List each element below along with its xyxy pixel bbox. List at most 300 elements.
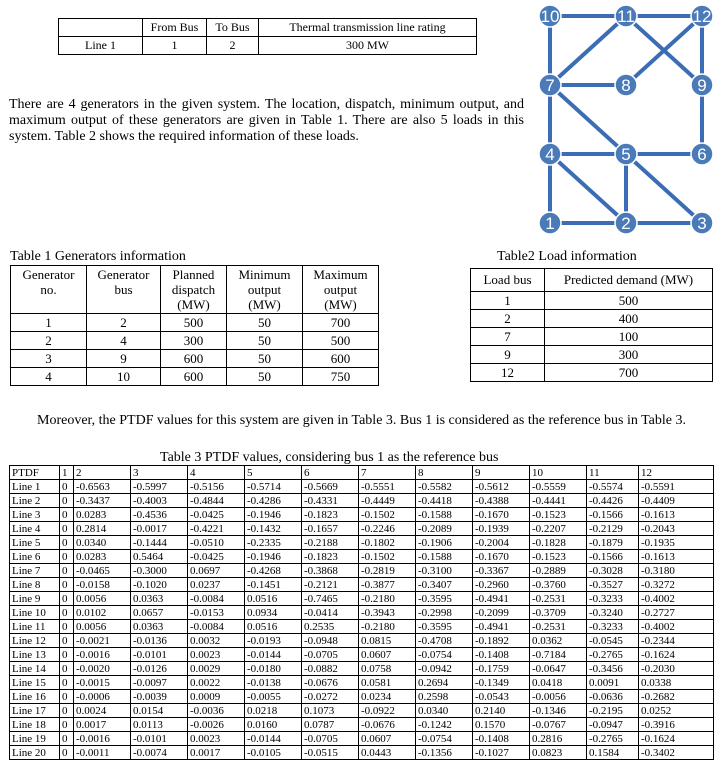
load-table-row xyxy=(471,364,713,382)
node-label: 2 xyxy=(621,214,631,233)
ptdf-table-cell: -0.2195 xyxy=(587,704,639,718)
ptdf-table-cell: -0.4536 xyxy=(131,508,188,522)
ptdf-table-cell: 0 xyxy=(60,606,74,620)
ptdf-table-cell: -0.2765 xyxy=(587,732,639,746)
ptdf-table-cell: 0.0283 xyxy=(74,550,131,564)
ptdf-table-cell: -0.1020 xyxy=(131,578,188,592)
load-table-cell: 12 xyxy=(471,364,545,382)
ptdf-table-cell: -0.2043 xyxy=(639,522,714,536)
ptdf-table-cell: 0.0340 xyxy=(416,704,473,718)
ptdf-table-cell: -0.0754 xyxy=(416,732,473,746)
ptdf-table-cell: 0.0340 xyxy=(74,536,131,550)
table1-caption: Table 1 Generators information xyxy=(10,249,186,264)
ptdf-table-cell: 0.0443 xyxy=(359,746,416,760)
ptdf-table-row xyxy=(10,732,714,746)
ptdf-table-cell: -0.2099 xyxy=(473,606,530,620)
ptdf-table-cell: -0.5582 xyxy=(416,480,473,494)
ptdf-table-cell: 0 xyxy=(60,662,74,676)
ptdf-table-cell: -0.2765 xyxy=(587,648,639,662)
ptdf-table-cell: 0 xyxy=(60,536,74,550)
ptdf-table-cell: -0.0180 xyxy=(245,662,302,676)
ptdf-table-cell: -0.1879 xyxy=(587,536,639,550)
ptdf-table-cell: -0.0056 xyxy=(530,690,587,704)
ptdf-table-cell: -0.3367 xyxy=(473,564,530,578)
ptdf-table-cell: -0.5559 xyxy=(530,480,587,494)
node-10 xyxy=(539,5,561,27)
ptdf-table-cell: -0.4003 xyxy=(131,494,188,508)
ptdf-table-cell: -0.2727 xyxy=(639,606,714,620)
ptdf-header-cell: 5 xyxy=(245,466,302,480)
ptdf-table-cell: Line 1 xyxy=(10,480,60,494)
ptdf-table-row xyxy=(10,578,714,592)
ptdf-table-cell: -0.0101 xyxy=(131,732,188,746)
node-3 xyxy=(691,212,713,234)
ptdf-table-cell: -0.0017 xyxy=(131,522,188,536)
ptdf-table-cell: -0.0636 xyxy=(587,690,639,704)
node-1 xyxy=(539,212,561,234)
ptdf-table-row xyxy=(10,676,714,690)
ptdf-table-cell: -0.1946 xyxy=(245,508,302,522)
ptdf-table-cell: 0 xyxy=(60,508,74,522)
table3-caption: Table 3 PTDF values, considering bus 1 as the reference bus xyxy=(160,450,499,465)
ptdf-table-cell: 0 xyxy=(60,480,74,494)
ptdf-table-cell: -0.3709 xyxy=(530,606,587,620)
ptdf-table-cell: -0.1588 xyxy=(416,550,473,564)
gen-header-dispatch: Planned dispatch (MW) xyxy=(161,266,227,314)
ptdf-table-cell: 0 xyxy=(60,494,74,508)
ptdf-table-cell: -0.1523 xyxy=(530,550,587,564)
ptdf-table-cell: -0.1408 xyxy=(473,732,530,746)
ptdf-table-cell: -0.3028 xyxy=(587,564,639,578)
ptdf-table-cell: -0.0020 xyxy=(74,662,131,676)
ptdf-table-cell: -0.2889 xyxy=(530,564,587,578)
ptdf-table-cell: -0.2998 xyxy=(416,606,473,620)
load-table-cell: 9 xyxy=(471,346,545,364)
ptdf-table-cell: -0.0105 xyxy=(245,746,302,760)
ptdf-table-cell: -0.1502 xyxy=(359,550,416,564)
node-11 xyxy=(615,5,637,27)
ptdf-table-cell: -0.1946 xyxy=(245,550,302,564)
ptdf-table-cell: 0.0237 xyxy=(188,578,245,592)
ptdf-table-cell: -0.0136 xyxy=(131,634,188,648)
gen-table-cell: 50 xyxy=(227,368,303,386)
gen-table-cell: 4 xyxy=(11,368,87,386)
ptdf-table-cell: 0.0113 xyxy=(131,718,188,732)
gen-table-header-row xyxy=(11,266,379,314)
ptdf-table-cell: 0 xyxy=(60,634,74,648)
gen-table-cell: 600 xyxy=(161,368,227,386)
gen-header-max: Maximum output (MW) xyxy=(303,266,379,314)
ptdf-header-cell: 8 xyxy=(416,466,473,480)
ptdf-table-cell: -0.1906 xyxy=(416,536,473,550)
ptdf-header-cell: 12 xyxy=(639,466,714,480)
ptdf-table-cell: -0.5574 xyxy=(587,480,639,494)
node-7 xyxy=(539,74,561,96)
ptdf-table-cell: 0 xyxy=(60,718,74,732)
ptdf-table-cell: -0.4409 xyxy=(639,494,714,508)
ptdf-table-cell: -0.1451 xyxy=(245,578,302,592)
ptdf-table-cell: -0.1432 xyxy=(245,522,302,536)
ptdf-table-cell: 0.0823 xyxy=(530,746,587,760)
line-table-header-cell xyxy=(59,19,143,37)
ptdf-table-cell: 0 xyxy=(60,746,74,760)
ptdf-table-row xyxy=(10,550,714,564)
gen-table-cell: 50 xyxy=(227,350,303,368)
gen-table-cell: 600 xyxy=(303,350,379,368)
node-9 xyxy=(691,74,713,96)
ptdf-table-cell: -0.1566 xyxy=(587,508,639,522)
ptdf-table-cell: 0.1584 xyxy=(587,746,639,760)
ptdf-table-cell: 0.0023 xyxy=(188,732,245,746)
ptdf-table-cell: 0.0934 xyxy=(245,606,302,620)
ptdf-table-cell: 0.0022 xyxy=(188,676,245,690)
ptdf-table-cell: -0.1349 xyxy=(473,676,530,690)
node-label: 5 xyxy=(621,145,631,164)
node-5 xyxy=(615,143,637,165)
ptdf-table-cell: -0.0144 xyxy=(245,648,302,662)
ptdf-table-cell: 0.0032 xyxy=(188,634,245,648)
ptdf-table-cell: -0.6563 xyxy=(74,480,131,494)
gen-table-cell: 300 xyxy=(161,332,227,350)
ptdf-table-cell: -0.4002 xyxy=(639,592,714,606)
ptdf-table-cell: 0.0029 xyxy=(188,662,245,676)
ptdf-table-cell: -0.0647 xyxy=(530,662,587,676)
gen-table-cell: 1 xyxy=(11,314,87,332)
node-label: 7 xyxy=(545,76,555,95)
ptdf-table-cell: Line 4 xyxy=(10,522,60,536)
ptdf-table-cell: -0.1935 xyxy=(639,536,714,550)
ptdf-table-cell: -0.3180 xyxy=(639,564,714,578)
gen-table-row xyxy=(11,368,379,386)
network-edges xyxy=(550,16,702,223)
ptdf-header-cell: PTDF xyxy=(10,466,60,480)
ptdf-table-cell: -0.1523 xyxy=(530,508,587,522)
line-table-header-cell: Thermal transmission line rating xyxy=(259,19,477,37)
ptdf-header-row xyxy=(10,466,714,480)
ptdf-table-cell: -0.1939 xyxy=(473,522,530,536)
ptdf-table-cell: -0.2531 xyxy=(530,620,587,634)
ptdf-table xyxy=(9,465,714,760)
line-table-cell: 300 MW xyxy=(259,37,477,55)
ptdf-table-cell: -0.1670 xyxy=(473,508,530,522)
ptdf-table-cell: 0 xyxy=(60,648,74,662)
ptdf-table-cell: -0.0016 xyxy=(74,648,131,662)
gen-table-cell: 700 xyxy=(303,314,379,332)
ptdf-table-cell: -0.3240 xyxy=(587,606,639,620)
node-label: 4 xyxy=(545,145,555,164)
ptdf-table-cell: Line 13 xyxy=(10,648,60,662)
ptdf-table-cell: -0.2121 xyxy=(302,578,359,592)
ptdf-table-cell: -0.1823 xyxy=(302,508,359,522)
node-4 xyxy=(539,143,561,165)
gen-table-cell: 2 xyxy=(11,332,87,350)
ptdf-paragraph-text: Moreover, the PTDF values for this system are given in Table 3. Bus 1 is considered as the reference bus in Table 3. xyxy=(37,413,686,428)
gen-table-cell: 4 xyxy=(87,332,161,350)
ptdf-table-cell: -0.3233 xyxy=(587,592,639,606)
gen-table-row xyxy=(11,350,379,368)
line-table-header-cell: To Bus xyxy=(207,19,259,37)
ptdf-table-cell: Line 18 xyxy=(10,718,60,732)
ptdf-table-cell: -0.0510 xyxy=(188,536,245,550)
load-table-row xyxy=(471,292,713,310)
ptdf-table-cell: -0.3437 xyxy=(74,494,131,508)
edge-5-3 xyxy=(626,154,702,223)
ptdf-table-cell: -0.1027 xyxy=(473,746,530,760)
ptdf-table-row xyxy=(10,494,714,508)
ptdf-table-cell: -0.3527 xyxy=(587,578,639,592)
ptdf-table-cell: 0 xyxy=(60,704,74,718)
ptdf-table-cell: Line 8 xyxy=(10,578,60,592)
ptdf-table-cell: -0.0101 xyxy=(131,648,188,662)
ptdf-table-cell: Line 7 xyxy=(10,564,60,578)
ptdf-table-cell: 0 xyxy=(60,522,74,536)
load-table-cell: 500 xyxy=(545,292,713,310)
ptdf-table-cell: -0.1346 xyxy=(530,704,587,718)
ptdf-table-cell: -0.0942 xyxy=(416,662,473,676)
node-label: 11 xyxy=(617,7,635,26)
gen-table-cell: 2 xyxy=(87,314,161,332)
ptdf-table-cell: -0.3760 xyxy=(530,578,587,592)
ptdf-table-cell: 0.0102 xyxy=(74,606,131,620)
ptdf-table-row xyxy=(10,634,714,648)
node-12 xyxy=(691,5,713,27)
ptdf-table-row xyxy=(10,564,714,578)
ptdf-table-cell: 0.0516 xyxy=(245,592,302,606)
load-table-body xyxy=(471,292,713,382)
ptdf-table-cell: -0.4388 xyxy=(473,494,530,508)
ptdf-header-cell: 1 xyxy=(60,466,74,480)
ptdf-table-cell: 0 xyxy=(60,732,74,746)
ptdf-table-cell: -0.2531 xyxy=(530,592,587,606)
ptdf-table-cell: -0.0138 xyxy=(245,676,302,690)
ptdf-table-cell: Line 2 xyxy=(10,494,60,508)
ptdf-table-cell: -0.0676 xyxy=(359,718,416,732)
ptdf-table-cell: -0.2030 xyxy=(639,662,714,676)
gen-table-body xyxy=(11,314,379,386)
ptdf-table-cell: -0.0705 xyxy=(302,648,359,662)
ptdf-table-cell: Line 5 xyxy=(10,536,60,550)
ptdf-table-cell: -0.5551 xyxy=(359,480,416,494)
ptdf-table-cell: -0.3456 xyxy=(587,662,639,676)
gen-table-cell: 600 xyxy=(161,350,227,368)
ptdf-table-cell: 0 xyxy=(60,620,74,634)
ptdf-table-cell: -0.2960 xyxy=(473,578,530,592)
ptdf-table-cell: 0.0607 xyxy=(359,732,416,746)
ptdf-table-row xyxy=(10,690,714,704)
ptdf-table-cell: -0.1566 xyxy=(587,550,639,564)
ptdf-table-cell: -0.4286 xyxy=(245,494,302,508)
load-table-cell: 400 xyxy=(545,310,713,328)
ptdf-table-row xyxy=(10,620,714,634)
ptdf-table-cell: 0.0017 xyxy=(188,746,245,760)
ptdf-table-cell: 0.0234 xyxy=(359,690,416,704)
ptdf-table-cell: -0.0545 xyxy=(587,634,639,648)
ptdf-table-cell: -0.2207 xyxy=(530,522,587,536)
ptdf-table-cell: 0.1570 xyxy=(473,718,530,732)
intro-paragraph: There are 4 generators in the given system. The location, dispatch, minimum output, and maximum output of these generators are given in Table 1. There are also 5 loads in this system. Table 2 shows the required information of these loads. xyxy=(9,97,524,144)
line-table-header-row xyxy=(59,19,477,37)
ptdf-table-cell: -0.1444 xyxy=(131,536,188,550)
edge-4-2 xyxy=(550,154,626,223)
ptdf-table-cell: -0.0948 xyxy=(302,634,359,648)
ptdf-table-cell: -0.1408 xyxy=(473,648,530,662)
load-table-row xyxy=(471,310,713,328)
ptdf-table-cell: Line 17 xyxy=(10,704,60,718)
ptdf-table-cell: -0.4941 xyxy=(473,592,530,606)
ptdf-table-cell: 0.0056 xyxy=(74,620,131,634)
ptdf-table-cell: -0.4941 xyxy=(473,620,530,634)
ptdf-table-cell: 0.2598 xyxy=(416,690,473,704)
ptdf-table-cell: Line 14 xyxy=(10,662,60,676)
line-table-header-cell: From Bus xyxy=(143,19,207,37)
ptdf-header-cell: 9 xyxy=(473,466,530,480)
ptdf-table-row xyxy=(10,522,714,536)
ptdf-table-cell: -0.1892 xyxy=(473,634,530,648)
ptdf-table-cell: -0.0922 xyxy=(359,704,416,718)
ptdf-table-cell: -0.2344 xyxy=(639,634,714,648)
gen-table-cell: 50 xyxy=(227,332,303,350)
node-label: 6 xyxy=(697,145,707,164)
ptdf-table-cell: -0.2180 xyxy=(359,620,416,634)
ptdf-table-cell: -0.0016 xyxy=(74,732,131,746)
ptdf-table-cell: Line 6 xyxy=(10,550,60,564)
load-table-cell: 100 xyxy=(545,328,713,346)
ptdf-table-row xyxy=(10,746,714,760)
ptdf-table-cell: -0.1823 xyxy=(302,550,359,564)
ptdf-table-cell: Line 15 xyxy=(10,676,60,690)
line-table-cell: 2 xyxy=(207,37,259,55)
ptdf-table-cell: Line 16 xyxy=(10,690,60,704)
ptdf-table-cell: -0.3000 xyxy=(131,564,188,578)
ptdf-table-cell: -0.4331 xyxy=(302,494,359,508)
ptdf-table-cell: -0.4221 xyxy=(188,522,245,536)
ptdf-table-cell: 0 xyxy=(60,550,74,564)
gen-header-bus: Generator bus xyxy=(87,266,161,314)
ptdf-table-cell: -0.0126 xyxy=(131,662,188,676)
ptdf-table-row xyxy=(10,480,714,494)
ptdf-table-cell: -0.5997 xyxy=(131,480,188,494)
ptdf-table-cell: -0.0055 xyxy=(245,690,302,704)
node-label: 8 xyxy=(621,76,631,95)
ptdf-table-row xyxy=(10,662,714,676)
ptdf-table-cell: 0.0024 xyxy=(74,704,131,718)
ptdf-table-cell: 0.0218 xyxy=(245,704,302,718)
ptdf-table-cell: -0.0515 xyxy=(302,746,359,760)
ptdf-table-cell: -0.3407 xyxy=(416,578,473,592)
ptdf-header-cell: 10 xyxy=(530,466,587,480)
ptdf-table-cell: -0.2246 xyxy=(359,522,416,536)
ptdf-table-cell: Line 10 xyxy=(10,606,60,620)
ptdf-table-cell: -0.0084 xyxy=(188,592,245,606)
gen-table-cell: 3 xyxy=(11,350,87,368)
ptdf-table-cell: -0.7465 xyxy=(302,592,359,606)
ptdf-table-cell: -0.0414 xyxy=(302,606,359,620)
ptdf-table-cell: -0.2335 xyxy=(245,536,302,550)
ptdf-table-cell: -0.1670 xyxy=(473,550,530,564)
ptdf-table-cell: -0.3272 xyxy=(639,578,714,592)
ptdf-table-cell: -0.0084 xyxy=(188,620,245,634)
ptdf-table-cell: -0.0097 xyxy=(131,676,188,690)
ptdf-table-cell: -0.1828 xyxy=(530,536,587,550)
load-table-cell: 300 xyxy=(545,346,713,364)
ptdf-table-cell: -0.4268 xyxy=(245,564,302,578)
line-table-cell: 1 xyxy=(143,37,207,55)
ptdf-table-cell: 0.1073 xyxy=(302,704,359,718)
ptdf-table-cell: -0.1759 xyxy=(473,662,530,676)
ptdf-table-cell: -0.5669 xyxy=(302,480,359,494)
load-table-row xyxy=(471,328,713,346)
gen-table-cell: 500 xyxy=(161,314,227,332)
ptdf-table-cell: -0.0158 xyxy=(74,578,131,592)
ptdf-table-cell: 0.0056 xyxy=(74,592,131,606)
gen-table-cell: 500 xyxy=(303,332,379,350)
ptdf-table-cell: -0.0767 xyxy=(530,718,587,732)
ptdf-table-cell: -0.5612 xyxy=(473,480,530,494)
line-rating-table xyxy=(58,18,477,55)
gen-table-cell: 50 xyxy=(227,314,303,332)
ptdf-table-cell: -0.1613 xyxy=(639,550,714,564)
ptdf-table-cell: 0.0017 xyxy=(74,718,131,732)
load-header-bus: Load bus xyxy=(471,269,545,292)
ptdf-table-cell: -0.0705 xyxy=(302,732,359,746)
node-8 xyxy=(615,74,637,96)
edge-7-5 xyxy=(550,85,626,154)
load-table-row xyxy=(471,346,713,364)
load-table-header-row xyxy=(471,269,713,292)
ptdf-table-cell: -0.0543 xyxy=(473,690,530,704)
ptdf-table-cell: -0.3916 xyxy=(639,718,714,732)
ptdf-table-cell: -0.0039 xyxy=(131,690,188,704)
ptdf-table-cell: -0.2682 xyxy=(639,690,714,704)
ptdf-table-cell: -0.0193 xyxy=(245,634,302,648)
ptdf-table-cell: -0.5591 xyxy=(639,480,714,494)
ptdf-table-cell: -0.4449 xyxy=(359,494,416,508)
ptdf-table-cell: -0.2819 xyxy=(359,564,416,578)
ptdf-table-cell: -0.2188 xyxy=(302,536,359,550)
ptdf-header-cell: 3 xyxy=(131,466,188,480)
node-2 xyxy=(615,212,637,234)
ptdf-table-cell: 0.0418 xyxy=(530,676,587,690)
ptdf-table-cell: -0.3595 xyxy=(416,620,473,634)
ptdf-table-cell: 0 xyxy=(60,592,74,606)
ptdf-table-cell: 0.5464 xyxy=(131,550,188,564)
load-header-demand: Predicted demand (MW) xyxy=(545,269,713,292)
node-label: 1 xyxy=(545,214,555,233)
ptdf-table-cell: -0.1802 xyxy=(359,536,416,550)
load-table-cell: 2 xyxy=(471,310,545,328)
ptdf-table-row xyxy=(10,648,714,662)
ptdf-table-cell: 0.0154 xyxy=(131,704,188,718)
ptdf-table-cell: 0.0338 xyxy=(639,676,714,690)
ptdf-table-cell: -0.0011 xyxy=(74,746,131,760)
ptdf-table-cell: -0.3943 xyxy=(359,606,416,620)
load-table-cell: 700 xyxy=(545,364,713,382)
ptdf-table-cell: -0.0882 xyxy=(302,662,359,676)
ptdf-table-cell: -0.4844 xyxy=(188,494,245,508)
gen-header-min: Minimum output (MW) xyxy=(227,266,303,314)
ptdf-table-cell: -0.0036 xyxy=(188,704,245,718)
ptdf-table-cell: 0.0657 xyxy=(131,606,188,620)
node-label: 3 xyxy=(697,214,707,233)
ptdf-table-cell: -0.0425 xyxy=(188,550,245,564)
ptdf-table-cell: Line 11 xyxy=(10,620,60,634)
load-table-cell: 1 xyxy=(471,292,545,310)
ptdf-table-cell: 0.0697 xyxy=(188,564,245,578)
ptdf-table-cell: Line 20 xyxy=(10,746,60,760)
ptdf-table-cell: 0.0362 xyxy=(530,634,587,648)
ptdf-table-cell: -0.0021 xyxy=(74,634,131,648)
ptdf-table-cell: -0.5156 xyxy=(188,480,245,494)
